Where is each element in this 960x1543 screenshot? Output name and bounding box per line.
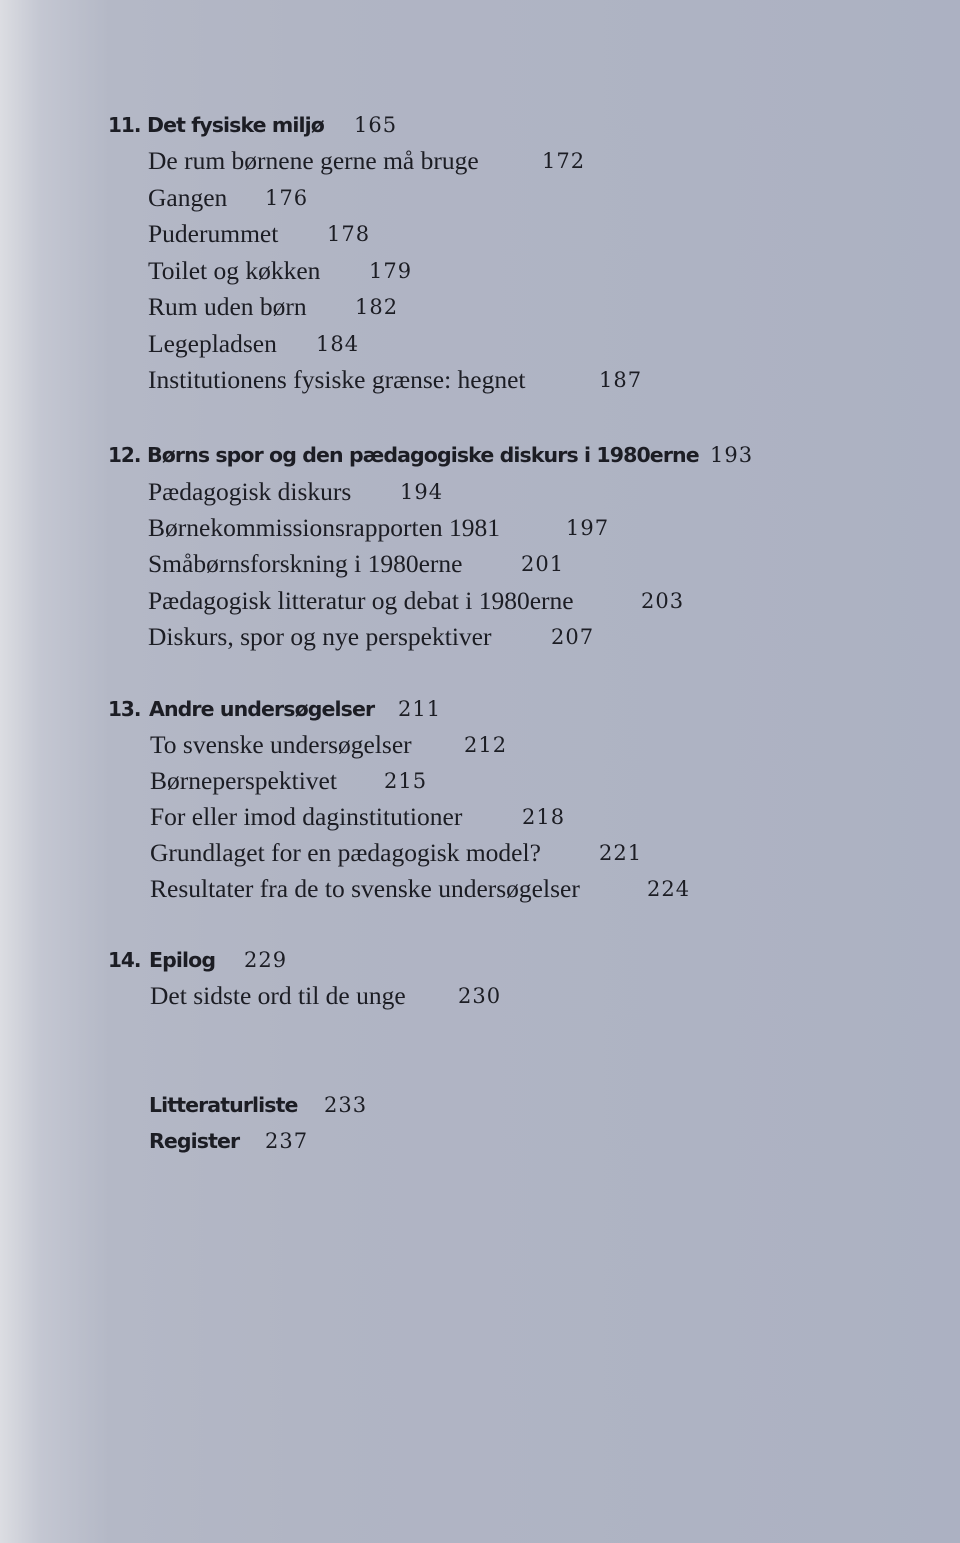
section-page: 218 — [522, 805, 566, 829]
back-matter-title: Litteraturliste — [149, 1093, 298, 1117]
chapter-number: 11. — [108, 113, 141, 137]
section-title: Puderummet — [148, 219, 279, 248]
section-title: For eller imod daginstitutioner — [150, 802, 463, 831]
section-page: 182 — [355, 295, 399, 319]
back-matter-title: Register — [149, 1129, 240, 1153]
section-title: Det sidste ord til de unge — [150, 981, 406, 1010]
section-page: 224 — [647, 877, 691, 901]
section-title: Diskurs, spor og nye perspektiver — [148, 622, 492, 651]
chapter-number: 13. — [108, 697, 141, 721]
section-title: Rum uden børn — [148, 292, 307, 321]
back-matter-page: 233 — [324, 1093, 368, 1117]
section-page: 201 — [521, 552, 565, 576]
chapter-title: Andre undersøgelser — [149, 697, 375, 721]
section-page: 230 — [458, 984, 502, 1008]
section-title: Resultater fra de to svenske undersøgelser — [150, 874, 580, 903]
section-page: 179 — [369, 259, 413, 283]
chapter-title: Epilog — [149, 948, 216, 972]
section-title: To svenske undersøgelser — [150, 730, 412, 759]
section-title: Børneperspektivet — [150, 766, 337, 795]
chapter-page: 193 — [710, 443, 754, 467]
section-page: 172 — [542, 149, 586, 173]
chapter-title: Børns spor og den pædagogiske diskurs i 1980erne — [147, 443, 699, 467]
section-page: 212 — [464, 733, 508, 757]
chapter-number: 12. — [108, 443, 141, 467]
chapter-page: 229 — [244, 948, 288, 972]
section-title: Toilet og køkken — [148, 256, 321, 285]
chapter-page: 211 — [398, 697, 442, 721]
section-title: Institutionens fysiske grænse: hegnet — [148, 365, 526, 394]
chapter-page: 165 — [354, 113, 398, 137]
section-page: 207 — [551, 625, 595, 649]
section-title: De rum børnene gerne må bruge — [148, 146, 479, 175]
section-title: Småbørnsforskning i 1980erne — [148, 549, 463, 578]
section-page: 221 — [599, 841, 643, 865]
section-page: 184 — [316, 332, 360, 356]
section-title: Legepladsen — [148, 329, 277, 358]
chapter-title: Det fysiske miljø — [147, 113, 324, 137]
section-page: 178 — [327, 222, 371, 246]
section-page: 197 — [566, 516, 610, 540]
back-matter-page: 237 — [265, 1129, 309, 1153]
section-title: Gangen — [148, 183, 228, 212]
section-page: 194 — [400, 480, 444, 504]
section-title: Pædagogisk diskurs — [148, 477, 352, 506]
section-page: 176 — [265, 186, 309, 210]
section-page: 187 — [599, 368, 643, 392]
section-page: 203 — [641, 589, 685, 613]
section-page: 215 — [384, 769, 428, 793]
section-title: Børnekommissionsrapporten 1981 — [148, 513, 501, 542]
section-title: Grundlaget for en pædagogisk model? — [150, 838, 541, 867]
section-title: Pædagogisk litteratur og debat i 1980erne — [148, 586, 574, 615]
chapter-number: 14. — [108, 948, 141, 972]
